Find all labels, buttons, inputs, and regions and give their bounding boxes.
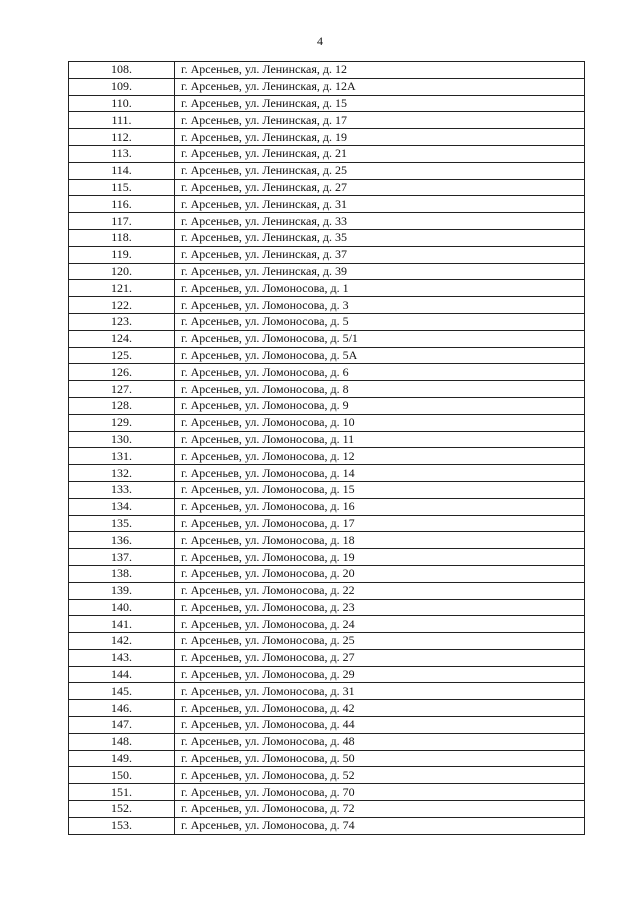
table-row [69,683,585,700]
table-row [69,481,585,498]
address-cell: г. Арсеньев, ул. Ленинская, д. 19 [175,129,585,146]
row-number-cell: 152. [69,801,175,818]
table-row [69,162,585,179]
address-cell: г. Арсеньев, ул. Ломоносова, д. 25 [175,633,585,650]
address-cell: г. Арсеньев, ул. Ломоносова, д. 14 [175,465,585,482]
table-row [69,364,585,381]
row-number-cell: 112. [69,129,175,146]
address-cell: г. Арсеньев, ул. Ломоносова, д. 12 [175,448,585,465]
address-cell: г. Арсеньев, ул. Ленинская, д. 15 [175,95,585,112]
table-row [69,62,585,79]
address-cell: г. Арсеньев, ул. Ленинская, д. 31 [175,196,585,213]
address-cell: г. Арсеньев, ул. Ломоносова, д. 52 [175,767,585,784]
row-number-cell: 139. [69,582,175,599]
row-number-cell: 108. [69,62,175,79]
address-cell: г. Арсеньев, ул. Ленинская, д. 17 [175,112,585,129]
table-row [69,196,585,213]
table-row [69,784,585,801]
table-row [69,582,585,599]
row-number-cell: 150. [69,767,175,784]
table-row [69,78,585,95]
row-number-cell: 131. [69,448,175,465]
address-table-body [69,62,585,835]
table-row [69,381,585,398]
table-row [69,263,585,280]
row-number-cell: 109. [69,78,175,95]
address-cell: г. Арсеньев, ул. Ломоносова, д. 11 [175,431,585,448]
row-number-cell: 137. [69,549,175,566]
table-row [69,397,585,414]
address-cell: г. Арсеньев, ул. Ломоносова, д. 42 [175,700,585,717]
table-row [69,616,585,633]
row-number-cell: 126. [69,364,175,381]
row-number-cell: 142. [69,633,175,650]
table-row [69,599,585,616]
row-number-cell: 130. [69,431,175,448]
address-cell: г. Арсеньев, ул. Ломоносова, д. 74 [175,817,585,834]
table-row [69,246,585,263]
address-cell: г. Арсеньев, ул. Ломоносова, д. 9 [175,397,585,414]
row-number-cell: 148. [69,733,175,750]
table-row [69,145,585,162]
table-row [69,414,585,431]
row-number-cell: 140. [69,599,175,616]
address-cell: г. Арсеньев, ул. Ломоносова, д. 15 [175,481,585,498]
row-number-cell: 127. [69,381,175,398]
table-row [69,801,585,818]
row-number-cell: 122. [69,297,175,314]
row-number-cell: 120. [69,263,175,280]
address-cell: г. Арсеньев, ул. Ломоносова, д. 70 [175,784,585,801]
row-number-cell: 153. [69,817,175,834]
address-cell: г. Арсеньев, ул. Ломоносова, д. 18 [175,532,585,549]
row-number-cell: 110. [69,95,175,112]
table-row [69,700,585,717]
address-cell: г. Арсеньев, ул. Ленинская, д. 21 [175,145,585,162]
table-row [69,112,585,129]
table-row [69,549,585,566]
address-cell: г. Арсеньев, ул. Ломоносова, д. 50 [175,750,585,767]
row-number-cell: 124. [69,330,175,347]
address-cell: г. Арсеньев, ул. Ломоносова, д. 48 [175,733,585,750]
address-cell: г. Арсеньев, ул. Ленинская, д. 25 [175,162,585,179]
table-row [69,297,585,314]
row-number-cell: 117. [69,213,175,230]
address-cell: г. Арсеньев, ул. Ленинская, д. 12А [175,78,585,95]
table-row [69,95,585,112]
row-number-cell: 111. [69,112,175,129]
address-table [68,61,585,835]
table-row [69,750,585,767]
row-number-cell: 143. [69,649,175,666]
address-cell: г. Арсеньев, ул. Ленинская, д. 33 [175,213,585,230]
table-row [69,431,585,448]
row-number-cell: 114. [69,162,175,179]
address-cell: г. Арсеньев, ул. Ломоносова, д. 27 [175,649,585,666]
address-cell: г. Арсеньев, ул. Ленинская, д. 37 [175,246,585,263]
address-cell: г. Арсеньев, ул. Ломоносова, д. 17 [175,515,585,532]
table-row [69,515,585,532]
address-cell: г. Арсеньев, ул. Ломоносова, д. 5/1 [175,330,585,347]
row-number-cell: 118. [69,229,175,246]
address-cell: г. Арсеньев, ул. Ленинская, д. 39 [175,263,585,280]
table-row [69,313,585,330]
address-cell: г. Арсеньев, ул. Ломоносова, д. 6 [175,364,585,381]
row-number-cell: 119. [69,246,175,263]
address-cell: г. Арсеньев, ул. Ломоносова, д. 5 [175,313,585,330]
address-cell: г. Арсеньев, ул. Ломоносова, д. 72 [175,801,585,818]
address-cell: г. Арсеньев, ул. Ломоносова, д. 10 [175,414,585,431]
address-cell: г. Арсеньев, ул. Ломоносова, д. 8 [175,381,585,398]
row-number-cell: 146. [69,700,175,717]
table-row [69,330,585,347]
address-cell: г. Арсеньев, ул. Ломоносова, д. 23 [175,599,585,616]
table-row [69,179,585,196]
address-cell: г. Арсеньев, ул. Ломоносова, д. 3 [175,297,585,314]
address-cell: г. Арсеньев, ул. Ломоносова, д. 5А [175,347,585,364]
row-number-cell: 121. [69,280,175,297]
row-number-cell: 149. [69,750,175,767]
table-row [69,229,585,246]
table-row [69,633,585,650]
table-row [69,129,585,146]
row-number-cell: 133. [69,481,175,498]
row-number-cell: 141. [69,616,175,633]
row-number-cell: 138. [69,565,175,582]
page-number: 4 [317,34,323,48]
table-row [69,649,585,666]
row-number-cell: 123. [69,313,175,330]
table-row [69,465,585,482]
address-cell: г. Арсеньев, ул. Ломоносова, д. 44 [175,717,585,734]
address-cell: г. Арсеньев, ул. Ломоносова, д. 24 [175,616,585,633]
table-row [69,280,585,297]
row-number-cell: 128. [69,397,175,414]
address-cell: г. Арсеньев, ул. Ломоносова, д. 31 [175,683,585,700]
address-cell: г. Арсеньев, ул. Ломоносова, д. 19 [175,549,585,566]
address-cell: г. Арсеньев, ул. Ленинская, д. 12 [175,62,585,79]
address-cell: г. Арсеньев, ул. Ленинская, д. 35 [175,229,585,246]
row-number-cell: 113. [69,145,175,162]
table-row [69,347,585,364]
address-cell: г. Арсеньев, ул. Ломоносова, д. 29 [175,666,585,683]
row-number-cell: 134. [69,498,175,515]
row-number-cell: 151. [69,784,175,801]
row-number-cell: 132. [69,465,175,482]
row-number-cell: 125. [69,347,175,364]
row-number-cell: 144. [69,666,175,683]
row-number-cell: 116. [69,196,175,213]
table-row [69,213,585,230]
table-row [69,767,585,784]
row-number-cell: 115. [69,179,175,196]
row-number-cell: 135. [69,515,175,532]
address-cell: г. Арсеньев, ул. Ломоносова, д. 16 [175,498,585,515]
table-row [69,666,585,683]
address-cell: г. Арсеньев, ул. Ленинская, д. 27 [175,179,585,196]
row-number-cell: 145. [69,683,175,700]
table-row [69,717,585,734]
address-cell: г. Арсеньев, ул. Ломоносова, д. 1 [175,280,585,297]
address-cell: г. Арсеньев, ул. Ломоносова, д. 22 [175,582,585,599]
table-row [69,817,585,834]
row-number-cell: 147. [69,717,175,734]
row-number-cell: 129. [69,414,175,431]
row-number-cell: 136. [69,532,175,549]
table-row [69,448,585,465]
table-row [69,498,585,515]
table-row [69,532,585,549]
table-row [69,565,585,582]
table-row [69,733,585,750]
address-cell: г. Арсеньев, ул. Ломоносова, д. 20 [175,565,585,582]
